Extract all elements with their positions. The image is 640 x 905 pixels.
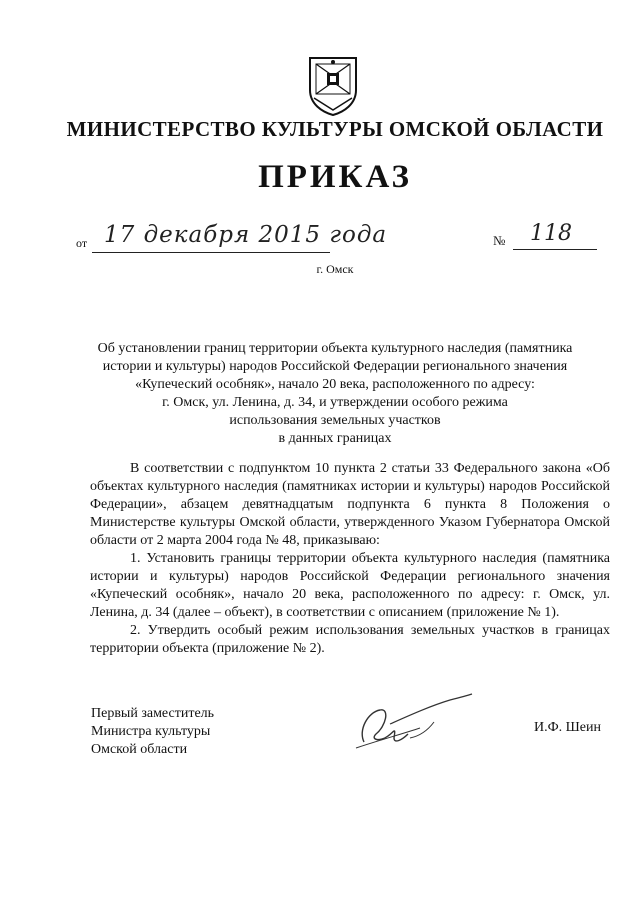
signer-position-line: Министра культуры [91,724,211,739]
subject-line: «Купеческий особняк», начало 20 века, расположенного по адресу: [135,377,535,392]
subject-line: истории и культуры) народов Российской Федерации регионального значения [102,359,568,374]
handwritten-date: 17 декабря 2015 года [104,222,388,248]
subject-line: использования земельных участков [229,413,441,428]
subject-line: в данных границах [278,431,392,446]
signer-position-line: Первый заместитель [91,706,215,721]
signer-position [91,705,214,759]
subject-line: Об установлении границ территории объекта культурного наследия (памятника [97,341,573,356]
order-item-2: 2. Утвердить особый режим использования земельных участков в границах территории объекта (приложение № 2). [90,623,610,656]
order-item-1: 1. Установить границы территории объекта культурного наследия (памятника истории и культуры) народов Российской Федерации регионального значения «Купеческий особняк», начало 20 века, расположенного по адресу: г. Омск, ул. Ленина, д. 34 (далее – объект), в соответствии с описанием (приложение № 1). [90,551,610,620]
preamble-paragraph: В соответствии с подпунктом 10 пункта 2 статьи 33 Федерального закона «Об объектах культурного наследия (памятниках истории и культуры) народов Российской Федерации», абзацем девятнадцатым подпункта 6 пункта 8 Положения о Министерстве культуры Омской области, утвержденного Указом Губернатора Омской области от 2 марта 2004 года № 48, приказываю: [90,461,610,548]
omsk-coat-of-arms-emblem [306,54,360,116]
date-prefix: от [76,236,88,250]
number-prefix: № [493,233,506,248]
handwritten-number: 118 [530,221,572,246]
signer-name: И.Ф. Шеин [534,720,601,735]
city: г. Омск [316,262,354,276]
document-type-title: ПРИКАЗ [258,159,412,195]
order-body [90,460,610,658]
subject-line: г. Омск, ул. Ленина, д. 34, и утверждении особого режима [162,395,508,410]
order-subject [70,340,600,448]
ministry-name: МИНИСТЕРСТВО КУЛЬТУРЫ ОМСКОЙ ОБЛАСТИ [66,117,604,141]
date-underline [92,252,330,253]
number-underline [513,249,597,250]
handwritten-signature [350,690,480,760]
signer-position-line: Омской области [91,742,188,757]
